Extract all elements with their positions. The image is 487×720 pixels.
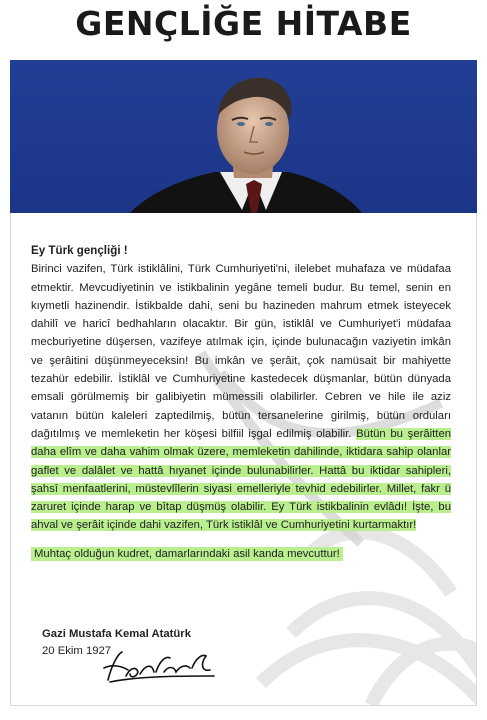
hitabe-text [31,242,451,563]
portrait-banner [10,60,477,213]
body-highlighted-text: Bütün bu şerâitten daha elîm ve daha vahim olmak üzere, memleketin dahilinde, iktidara sahip olanlar gaflet ve dalâlet ve hattâ hıyanet içinde bulunabilirler. Hattâ bu iktidar sahipleri, şahsî menfaatlerini, müstevlîlerin siyasi emelleriyle tevhid edebilirler. Millet, fakr ü zaruret içinde harap ve bîtap düşmüş olabilir. Ey Türk istikbalinin evlâdı! İşte, bu ahval ve şerâit içinde dahi vazifen, Türk istiklâl ve Cumhuriyetini kurtarmaktır! [31,427,452,532]
handwritten-signature [100,646,220,686]
body-plain-text: Birinci vazifen, Türk istiklâlini, Türk Cumhuriyeti'ni, ilelebet muhafaza ve müdafaa etmektir. Mevcudiyetinin ve istikbalinin yegâne temeli budur. Bu temel, senin en kıymetli hazinendir. İstikbalde dahi, seni bu hazineden mahrum etmek isteyecek dahilî ve haricî bedhahların olacaktır. Bir gün, istiklâl ve Cumhuriyet'i müdafaa mecburiyetine düşersen, vazifeye atılmak için, içinde bulunacağın vaziyetin imkân ve şerâitini düşünmeyeceksin! Bu imkân ve şerâit, çok namüsait bir mahiyette tezahür edebilir. İstiklâl ve Cumhuriyetine kastedecek düşmanlar, bütün dünyada emsali görülmemiş bir galibiyetin mümessili olabilirler. Cebren ve hile ile aziz vatanın bütün kaleleri zaptedilmiş, bütün tersanelerine girilmiş, bütün orduları dağıtılmış ve memleketin her köşesi bilfiil işgal edilmiş olabilir. [31,263,451,440]
closing-paragraph [31,545,451,563]
portrait-image [10,60,477,213]
author-name: Gazi Mustafa Kemal Atatürk [42,628,191,640]
greeting: Ey Türk gençliği ! [31,244,128,257]
page-title: GENÇLİĞE HİTABE [75,4,412,43]
speech-date: 20 Ekim 1927 [42,645,112,657]
closing-highlighted-text: Muhtaç olduğun kudret, damarlarındaki asil kanda mevcuttur! [31,547,343,561]
hitabe-body [31,260,451,534]
